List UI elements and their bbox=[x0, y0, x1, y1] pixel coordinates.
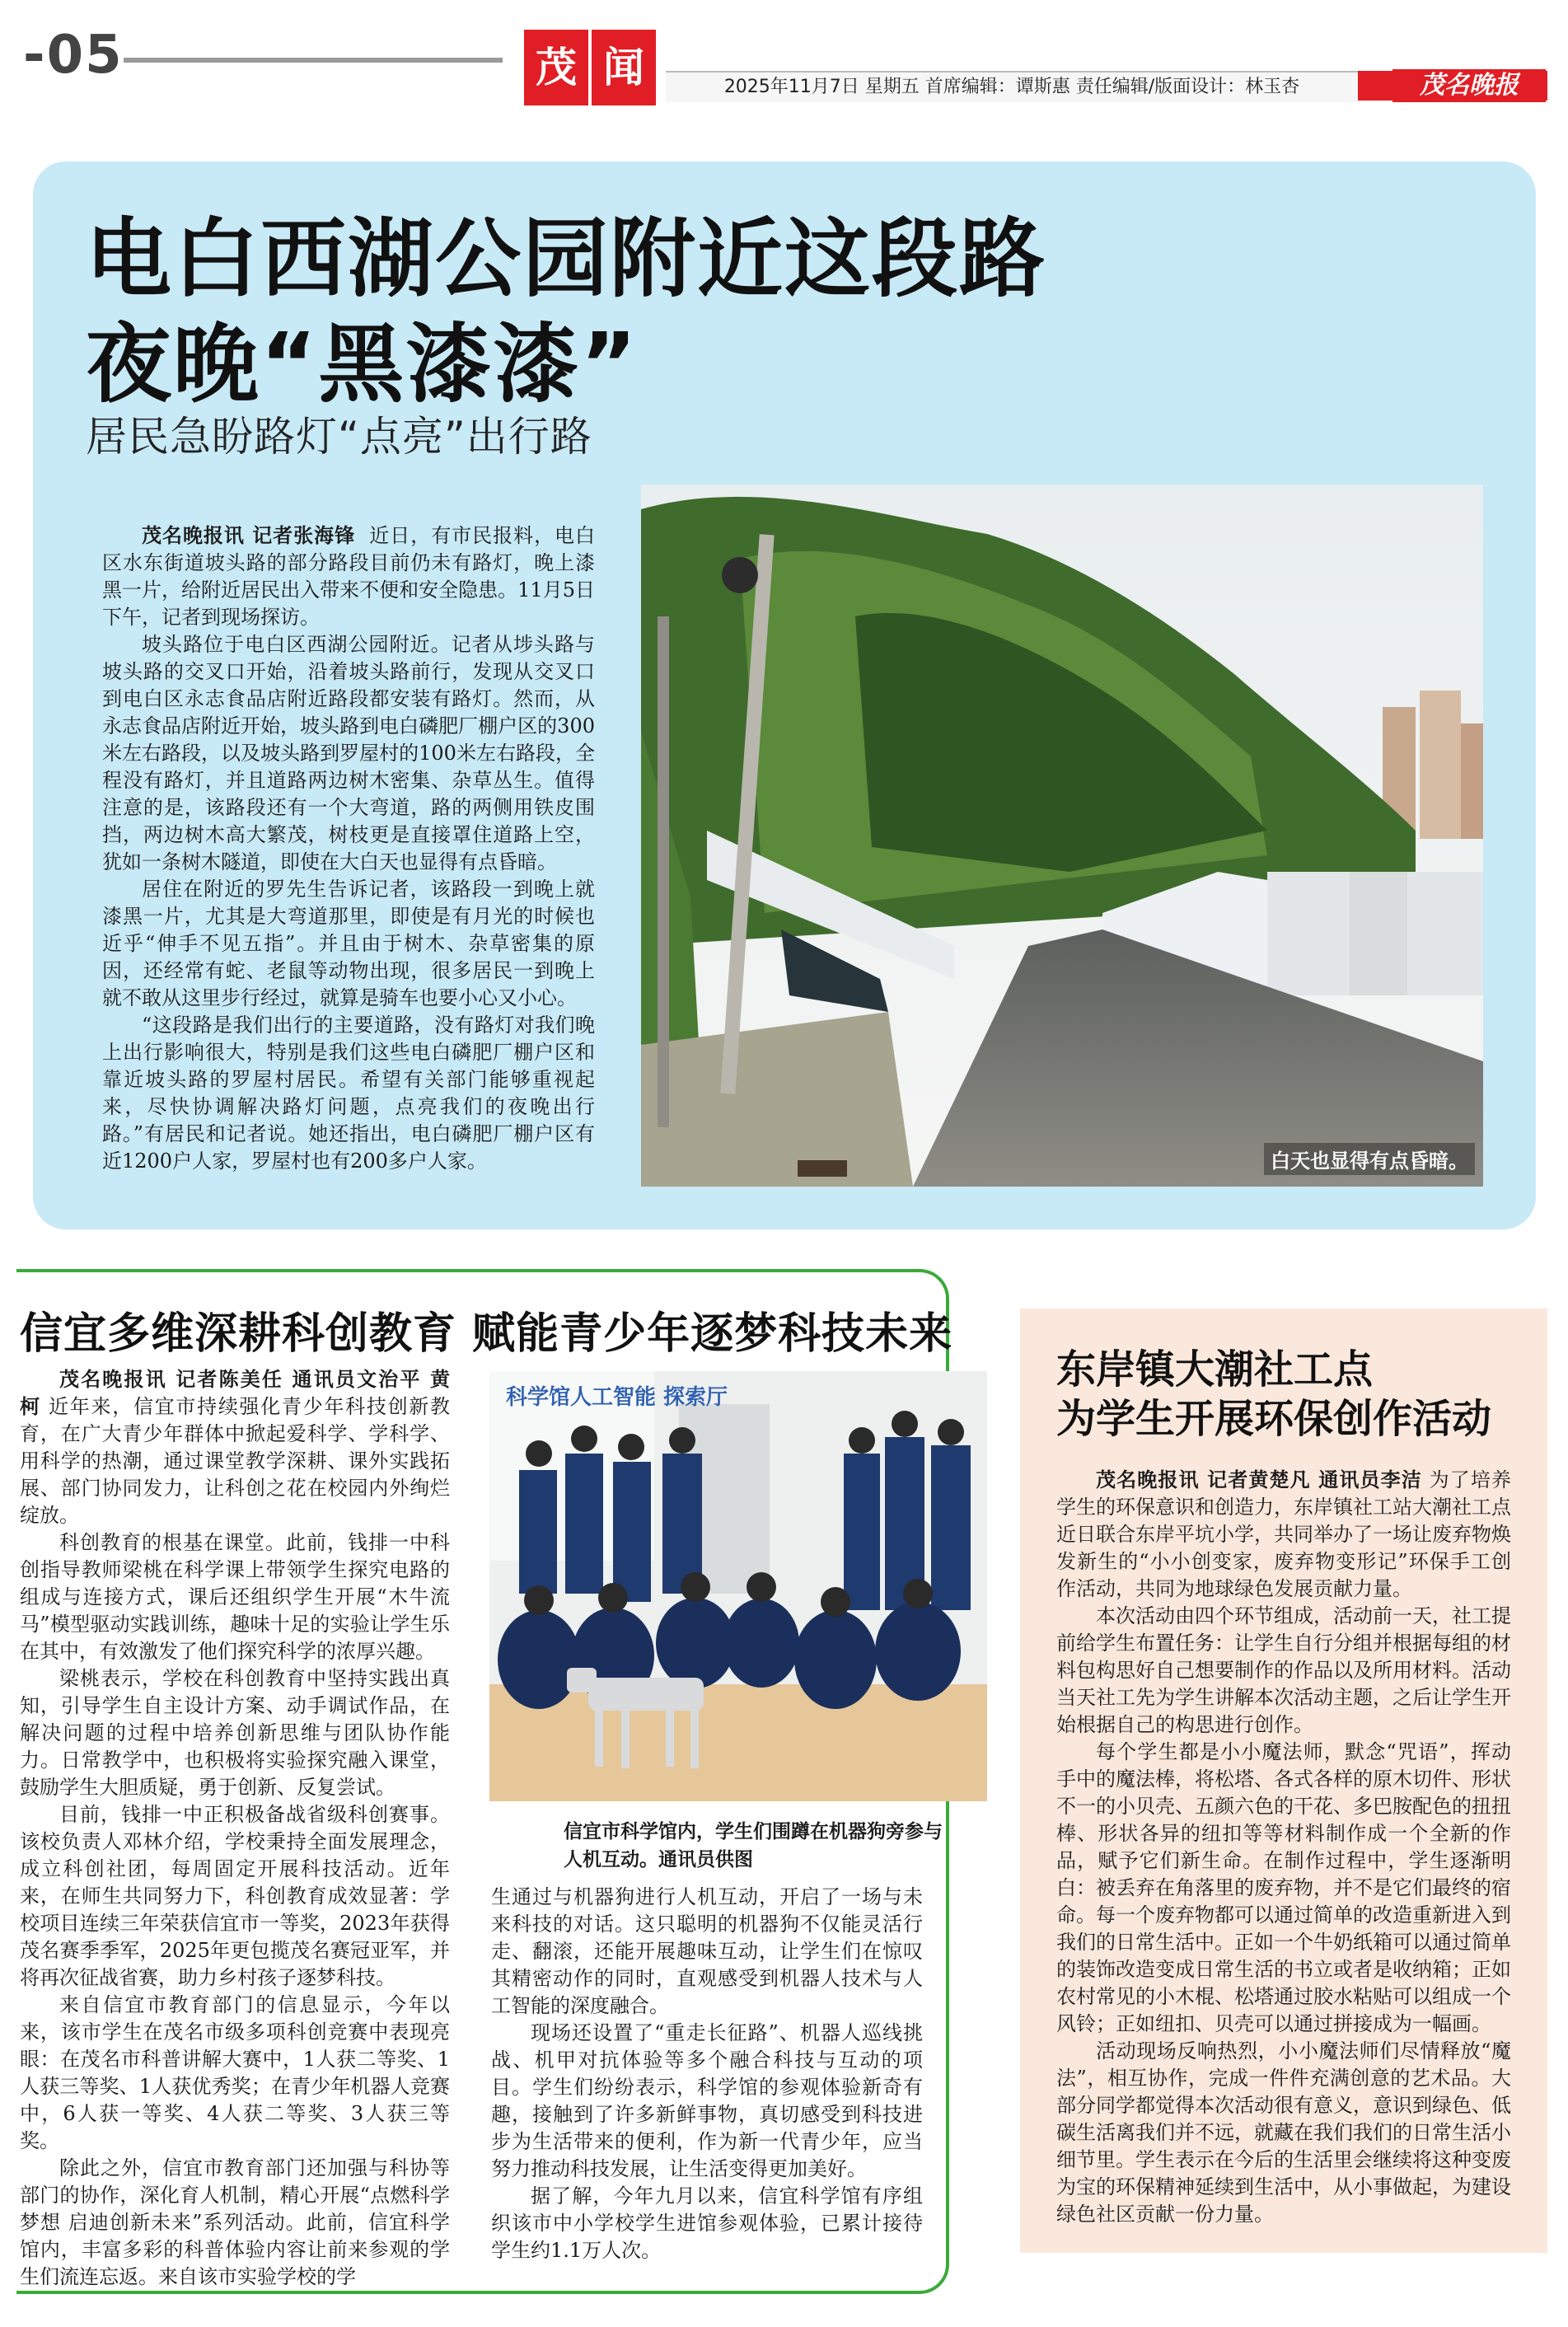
lead-byline: 茂名晚报讯 记者张海锋 bbox=[142, 524, 356, 547]
eco-paragraph: 茂名晚报讯 记者黄楚凡 通讯员李洁 为了培养学生的环保意识和创造力，东岸镇社工站大潮社工点近日联合东岸平坑小学，共同举办了一场让废弃物焕发新生的“小小创变家，废弃物变形记”环保手工创作活动，共同为地球绿色发展贡献力量。 bbox=[1056, 1468, 1512, 1600]
robot-dog-photo-illustration bbox=[489, 1371, 987, 1801]
tech-article-column-2 bbox=[491, 1884, 923, 2264]
tech-paragraph: 茂名晚报讯 记者陈美任 通讯员文治平 黄柯 近年来，信宜市持续强化青少年科技创新教育，在广大青少年群体中掀起爱科学、学科学、用科学的热潮，通过课堂教学深耕、课外实践拓展、部门协同发力，让科创之花在校园内外绚烂绽放。 bbox=[20, 1368, 451, 1527]
section-badge-wen: 闻 bbox=[592, 30, 656, 105]
page-number: -05 bbox=[23, 25, 124, 86]
section-badge-mao: 茂 bbox=[524, 30, 588, 105]
eco-article-body bbox=[1056, 1467, 1511, 2228]
eco-paragraph: 每个学生都是小小魔法师，默念“咒语”，挥动手中的魔法棒，将松塔、各式各样的原木切件、形状不一的小贝壳、五颜六色的干花、多巴胺配色的扭扭棒、形状各异的纽扣等等材料制作成一个全新的作品，赋予它们新生命。在制作过程中，学生逐渐明白：被丢弃在角落里的废弃物，并不是它们最终的宿命。每一个废弃物都可以通过简单的改造重新进入到我们的日常生活中。正如一个牛奶纸箱可以通过简单的装饰改造变成日常生活的书立或者是收纳箱；正如农村常见的小木棍、松塔通过胶水粘贴可以组成一个风铃；正如纽扣、贝壳可以通过拼接成为一幅画。 bbox=[1056, 1740, 1511, 2035]
eco-article-title bbox=[1056, 1345, 1491, 1444]
header-info: 2025年11月7日 星期五 首席编辑：谭斯惠 责任编辑/版面设计：林玉杏 bbox=[666, 71, 1358, 102]
lead-article-body bbox=[102, 522, 595, 1175]
lead-paragraph: 茂名晚报讯 记者张海锋 近日，有市民报料，电白区水东街道坡头路的部分路段目前仍未有路灯，晚上漆黑一片，给附近居民出入带来不便和安全隐患。11月5日下午，记者到现场探访。 bbox=[102, 524, 596, 629]
tech-paragraph: 现场还设置了“重走长征路”、机器人巡线挑战、机甲对抗体验等多个融合科技与互动的项目。学生们纷纷表示，科学馆的参观体验新奇有趣，接触到了许多新鲜事物，真切感受到科技进步为生活带来的便利，作为新一代青少年，应当努力推动科技发展，让生活变得更加美好。 bbox=[491, 2021, 923, 2180]
lead-headline bbox=[86, 206, 1046, 417]
road-photo bbox=[641, 485, 1483, 1187]
eco-title-line2: 为学生开展环保创作活动 bbox=[1056, 1396, 1492, 1442]
tech-paragraph: 来自信宜市教育部门的信息显示，今年以来，该市学生在茂名市级多项科创竞赛中表现亮眼：在茂名市科普讲解大赛中，1人获二等奖、1人获三等奖、1人获优秀奖；在青少年机器人竞赛中，6人获一等奖、4人获二等奖、3人获三等奖。 bbox=[20, 1993, 450, 2152]
tech-byline: 茂名晚报讯 记者陈美任 通讯员文治平 黄柯 bbox=[20, 1368, 450, 1418]
tech-article-column-1 bbox=[20, 1366, 450, 2291]
lead-subhead: 居民急盼路灯“点亮”出行路 bbox=[86, 413, 592, 461]
lead-paragraph: “这段路是我们出行的主要道路，没有路灯对我们晚上出行影响很大，特别是我们这些电白磷肥厂棚户区和靠近坡头路的罗屋村居民。希望有关部门能够重视起来，尽快协调解决路灯问题，点亮我们的夜晚出行路。”有居民和记者说。她还指出，电白磷肥厂棚户区有近1200户人家，罗屋村也有200多户人家。 bbox=[102, 1014, 595, 1173]
eco-paragraph: 本次活动由四个环节组成，活动前一天，社工提前给学生布置任务：让学生自行分组并根据每组的材料包构思好自己想要制作的作品以及所用材料。活动当天社工先为学生讲解本次活动主题，之后让学生开始根据自己的构思进行创作。 bbox=[1056, 1604, 1511, 1736]
eco-byline: 茂名晚报讯 记者黄楚凡 通讯员李洁 bbox=[1096, 1468, 1422, 1491]
lead-paragraph: 坡头路位于电白区西湖公园附近。记者从埗头路与坡头路的交叉口开始，沿着坡头路前行，发现从交叉口到电白区永志食品店附近路段都安装有路灯。然而，从永志食品店附近开始，坡头路到电白磷肥厂棚户区的300米左右路段，以及坡头路到罗屋村的100米左右路段，全程没有路灯，并且道路两边树木密集、杂草丛生。值得注意的是，该路段还有一个大弯道，路的两侧用铁皮围挡，两边树木高大繁茂，树枝更是直接罩住道路上空，犹如一条树木隧道，即使在大白天也显得有点昏暗。 bbox=[102, 633, 595, 873]
road-photo-illustration bbox=[641, 485, 1483, 1187]
lead-headline-line1: 电白西湖公园附近这段路 bbox=[86, 208, 1047, 309]
road-photo-caption: 白天也显得有点昏暗。 bbox=[1264, 1143, 1475, 1175]
tech-paragraph: 科创教育的根基在课堂。此前，钱排一中科创指导教师梁桃在科学课上带领学生探究电路的组成与连接方式，课后还组织学生开展“木牛流马”模型驱动实践训练，趣味十足的实验让学生乐在其中，有效激发了他们探究科学的浓厚兴趣。 bbox=[20, 1531, 450, 1663]
robot-dog-photo bbox=[489, 1371, 987, 1801]
tech-article-title: 信宜多维深耕科创教育 赋能青少年逐梦科技未来 bbox=[20, 1309, 953, 1359]
paper-logo: 茂名晚报 bbox=[1392, 69, 1546, 102]
robot-dog-photo-caption: 信宜市科学馆内，学生们围蹲在机器狗旁参与人机互动。通讯员供图 bbox=[564, 1821, 943, 1870]
tech-paragraph: 除此之外，信宜市教育部门还加强与科协等部门的协作，深化育人机制，精心开展“点燃科学梦想 启迪创新未来”系列活动。此前，信宜科学馆内，丰富多彩的科普体验内容让前来参观的学生们流连忘返。来自该市实验学校的学 bbox=[20, 2156, 450, 2288]
tech-paragraph: 生通过与机器狗进行人机互动，开启了一场与未来科技的对话。这只聪明的机器狗不仅能灵活行走、翻滚，还能开展趣味互动，让学生们在惊叹其精密动作的同时，直观感受到机器人技术与人工智能的深度融合。 bbox=[491, 1885, 923, 2017]
page-number-rule bbox=[124, 58, 503, 63]
eco-paragraph: 活动现场反响热烈，小小魔法师们尽情释放“魔法”，相互协作，完成一件件充满创意的艺术品。大部分同学都觉得本次活动很有意义，意识到绿色、低碳生活离我们并不远，就藏在我们我们的日常生活小细节里。学生表示在今后的生活里会继续将这种变废为宝的环保精神延续到生活中，从小事做起，为建设绿色社区贡献一份力量。 bbox=[1056, 2039, 1511, 2226]
tech-paragraph: 目前，钱排一中正积极备战省级科创赛事。该校负责人邓林介绍，学校秉持全面发展理念，成立科创社团，每周固定开展科技活动。近年来，在师生共同努力下，科创教育成效显著：学校项目连续三年荣获信宜市一等奖，2023年获得茂名赛季季军，2025年更包揽茂名赛冠亚军，并将再次征战省赛，助力乡村孩子逐梦科技。 bbox=[20, 1803, 450, 1989]
lead-paragraph: 居住在附近的罗先生告诉记者，该路段一到晚上就漆黑一片，尤其是大弯道那里，即使是有月光的时候也近乎“伸手不见五指”。并且由于树木、杂草密集的原因，还经常有蛇、老鼠等动物出现，很多居民一到晚上就不敢从这里步行经过，就算是骑车也要小心又小心。 bbox=[102, 878, 595, 1009]
tech-paragraph: 梁桃表示，学校在科创教育中坚持实践出真知，引导学生自主设计方案、动手调试作品，在解决问题的过程中培养创新思维与团队协作能力。日常教学中，也积极将实验探究融入课堂，鼓励学生大胆质疑，勇于创新、反复尝试。 bbox=[20, 1667, 450, 1799]
science-hall-sign: 科学馆人工智能 探索厅 bbox=[506, 1385, 728, 1410]
tech-paragraph: 据了解，今年九月以来，信宜科学馆有序组织该市中小学校学生进馆参观体验，已累计接待学生约1.1万人次。 bbox=[491, 2184, 923, 2262]
lead-headline-line2: 夜晚“黑漆漆” bbox=[86, 314, 639, 414]
eco-title-line1: 东岸镇大潮社工点 bbox=[1056, 1346, 1374, 1393]
